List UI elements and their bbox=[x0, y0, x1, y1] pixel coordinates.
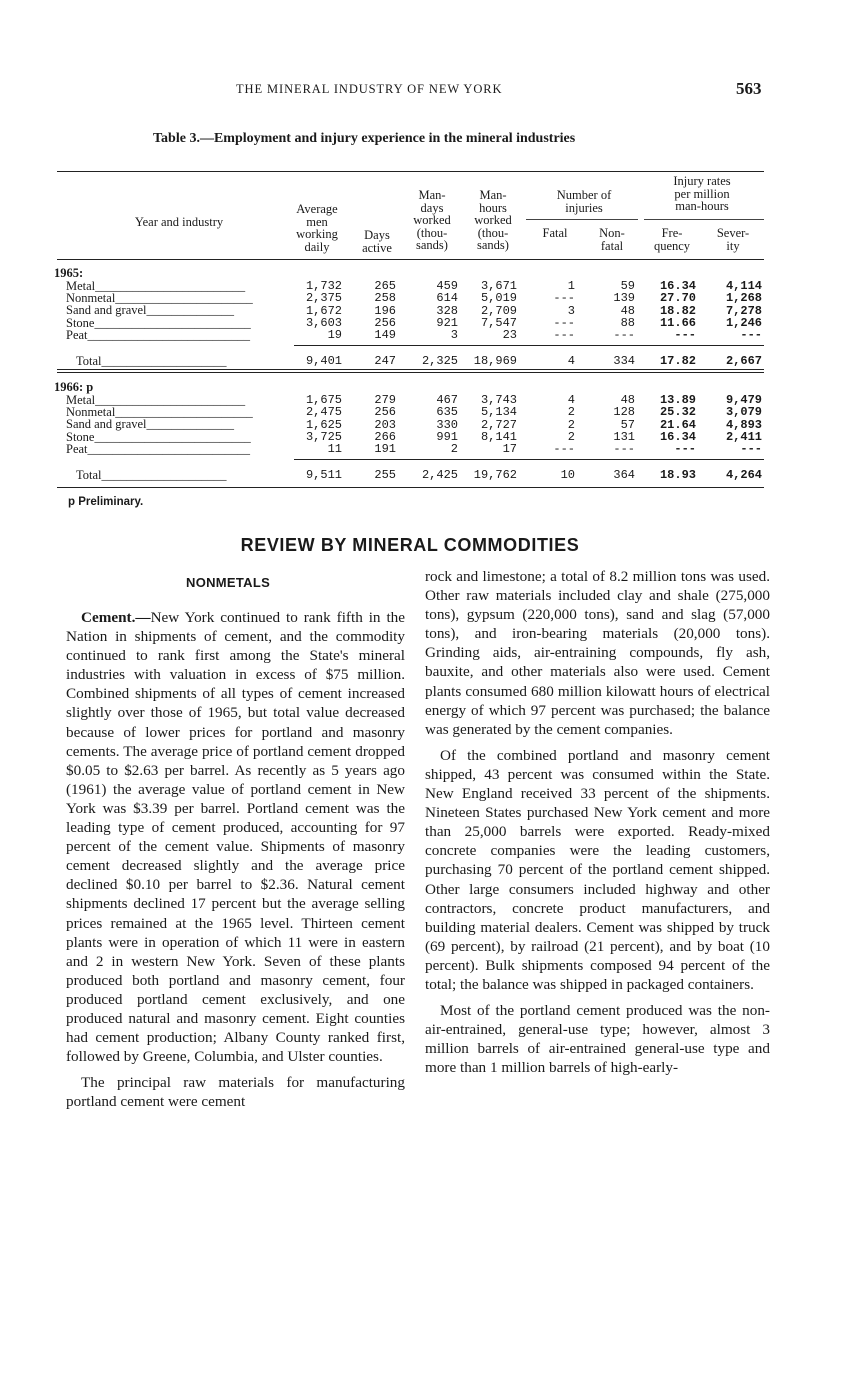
table-cell: 4 bbox=[567, 393, 575, 407]
running-head: THE MINERAL INDUSTRY OF NEW YORK bbox=[236, 82, 503, 96]
table-cell: 8,141 bbox=[480, 429, 517, 444]
header-average-men: Average men working daily bbox=[296, 202, 338, 254]
table-cell: 1,732 bbox=[305, 279, 342, 293]
row-label: Metal________________________ bbox=[66, 279, 246, 293]
table-top-rule bbox=[57, 171, 764, 172]
table-cell: 247 bbox=[374, 354, 396, 368]
table-cell: 25.32 bbox=[659, 405, 696, 420]
table-cell: 3,603 bbox=[305, 315, 342, 330]
table-cell: 3,079 bbox=[725, 405, 762, 420]
table-cell: 2,475 bbox=[305, 405, 342, 420]
table-cell: --- bbox=[613, 328, 635, 343]
table-cell: 255 bbox=[374, 468, 396, 482]
table-cell: 48 bbox=[620, 303, 635, 318]
table-cell: 334 bbox=[613, 354, 635, 368]
table-cell: --- bbox=[674, 328, 696, 343]
table-bottom-rule bbox=[57, 487, 764, 488]
total-bottom-rule bbox=[57, 369, 764, 370]
table-cell: 7,547 bbox=[480, 315, 517, 330]
table-cell: 3 bbox=[450, 328, 458, 343]
table-cell: 3,725 bbox=[305, 429, 342, 444]
header-severity: Sever- ity bbox=[716, 226, 750, 253]
header-nonfatal: Non- fatal bbox=[599, 226, 625, 253]
table-cell: 265 bbox=[374, 279, 396, 293]
table-cell: 2,709 bbox=[480, 303, 517, 318]
table-cell: 4 bbox=[567, 354, 575, 368]
row-label: Peat__________________________ bbox=[66, 328, 251, 342]
table-cell: 2 bbox=[567, 417, 575, 432]
table-cell: 2,325 bbox=[421, 354, 458, 368]
table-cell: 16.34 bbox=[659, 429, 696, 444]
table-cell: 16.34 bbox=[659, 279, 696, 293]
group-year-1966: 1966: p bbox=[54, 380, 94, 394]
table-cell: 5,019 bbox=[480, 291, 517, 306]
table-cell: 4,893 bbox=[725, 417, 762, 432]
total-bottom-rule-double bbox=[57, 372, 764, 373]
table-cell: 19 bbox=[327, 328, 342, 343]
table-cell: 23 bbox=[502, 328, 517, 343]
table-cell: 19,762 bbox=[473, 468, 517, 482]
table-cell: 2 bbox=[567, 405, 575, 420]
table-cell: 4,264 bbox=[725, 468, 762, 482]
table-cell: --- bbox=[674, 442, 696, 457]
table-cell: 57 bbox=[620, 417, 635, 432]
table-cell: --- bbox=[740, 442, 762, 457]
table-cell: 9,511 bbox=[305, 468, 342, 482]
table-title: Table 3.—Employment and injury experience in the mineral industries bbox=[153, 131, 576, 146]
table-cell: 635 bbox=[436, 405, 458, 420]
table-cell: 131 bbox=[613, 429, 635, 444]
table-cell: 5,134 bbox=[480, 405, 517, 420]
table-cell: 279 bbox=[374, 393, 396, 407]
header-frequency: Fre- quency bbox=[653, 226, 691, 253]
table-cell: 256 bbox=[374, 405, 396, 420]
table-cell: 2 bbox=[567, 429, 575, 444]
table-cell: 9,479 bbox=[725, 393, 762, 407]
table-cell: --- bbox=[553, 315, 575, 330]
table-cell: 27.70 bbox=[659, 291, 696, 306]
table-cell: 13.89 bbox=[659, 393, 696, 407]
table-cell: 88 bbox=[620, 315, 635, 330]
table-cell: 328 bbox=[436, 303, 458, 318]
group-year-1965: 1965: bbox=[54, 266, 84, 280]
table-cell: 1,268 bbox=[725, 291, 762, 306]
row-label: Sand and gravel______________ bbox=[66, 303, 235, 317]
table-cell: 11 bbox=[327, 442, 342, 457]
rates-subheader-rule bbox=[644, 219, 764, 220]
left-column bbox=[66, 608, 405, 1111]
row-label: Nonmetal______________________ bbox=[66, 405, 253, 419]
header-injury-rates: Injury rates per million man-hours bbox=[673, 174, 731, 213]
table-cell: 203 bbox=[374, 417, 396, 432]
table-cell: 59 bbox=[620, 279, 635, 293]
row-label: Sand and gravel______________ bbox=[66, 417, 235, 431]
table-cell: --- bbox=[553, 328, 575, 343]
table-cell: 467 bbox=[436, 393, 458, 407]
cement-paragraph-text: New York continued to rank fifth in the Nation in shipments of cement, and the commodity continued to rank first among the State's mineral industries with valuation in excess of $75 million. Combined shipments of all types of cement increased slightly over those of 1965, but total value decreased because of lower prices for portland and masonry cements. The average price of portland cement dropped $0.05 to $2.63 per barrel. As recently as 5 years ago (1961) the average value of portland cement in New York was $3.39 per barrel. Portland cement was the leading type of cement produced, accounting for 97 percent of the cement value. Shipments of masonry cement decreased slightly and the average price declined $0.10 per barrel to $2.36. Natural cement shipments declined 17 percent but the average selling prices remained at the 1965 level. Thirteen cement plants were in operation of which 11 were in eastern and 2 in western New York. Seven of these plants produced both portland and masonry cement, four produced portland cement exclusively, and one produced natural and masonry cement. Eight counties had cement production; Albany County ranked first, followed by Greene, Columbia, and Ulster counties. bbox=[66, 609, 405, 1066]
table-cell: 4,114 bbox=[725, 279, 762, 293]
table-cell: 614 bbox=[436, 291, 458, 306]
table-cell: 17.82 bbox=[659, 354, 696, 368]
table-cell: 266 bbox=[374, 429, 396, 444]
section-heading: REVIEW BY MINERAL COMMODITIES bbox=[240, 535, 580, 555]
table-cell: 1,672 bbox=[305, 303, 342, 318]
header-number-of-injuries: Number of injuries bbox=[556, 188, 612, 215]
table-cell: 256 bbox=[374, 315, 396, 330]
row-label: Nonmetal______________________ bbox=[66, 291, 253, 305]
table-cell: 2,425 bbox=[421, 468, 458, 482]
table-cell: 2,411 bbox=[725, 429, 762, 444]
cement-run-in-head: Cement.— bbox=[81, 609, 151, 626]
table-cell: 364 bbox=[613, 468, 635, 482]
table-cell: 1,246 bbox=[725, 315, 762, 330]
table-cell: 2,375 bbox=[305, 291, 342, 306]
total-top-rule bbox=[294, 459, 764, 460]
row-label: Metal________________________ bbox=[66, 393, 246, 407]
raw-materials-continued-paragraph: rock and limestone; a total of 8.2 million tons was used. Other raw materials included clay and shale (275,000 tons), gypsum (220,000 tons), sand and slag (57,000 tons), and iron-bearing materials (20,000 tons). Grinding aids, air-entraining compounds, fly ash, bauxite, and other materials also were used. Cement plants consumed 680 million kilowatt hours of electrical energy of which 97 percent was purchased; the balance was generated by the cement companies. bbox=[425, 568, 770, 738]
table-cell: 9,401 bbox=[305, 354, 342, 368]
table-cell: 196 bbox=[374, 303, 396, 318]
table-cell: 1 bbox=[567, 279, 575, 293]
table-cell: 191 bbox=[374, 442, 396, 457]
total-label: Total____________________ bbox=[76, 354, 227, 368]
total-top-rule bbox=[294, 345, 764, 346]
table-cell: 1,675 bbox=[305, 393, 342, 407]
header-man-hours: Man- hours worked (thou- sands) bbox=[474, 188, 512, 252]
right-column bbox=[425, 567, 770, 1077]
cement-paragraph bbox=[66, 608, 405, 1066]
header-fatal: Fatal bbox=[542, 226, 568, 240]
shipments-paragraph: Of the combined portland and masonry cement shipped, 43 percent was consumed within the State. New England received 33 percent of the shipments. Nineteen States purchased New York cement and more than 25,000 barrels were exported. Ready-mixed concrete companies were the leading customers, purchasing 70 percent of the portland cement shipped. Other large consumers included highway and other contractors, concrete product manufacturers, and building material dealers. Cement was shipped by truck (69 percent), by railroad (21 percent), and by boat (10 percent). Bulk shipments composed 94 percent of the total; the balance was shipped in packaged containers. bbox=[425, 746, 770, 993]
table-cell: 921 bbox=[436, 315, 458, 330]
table-cell: --- bbox=[613, 442, 635, 457]
table-cell: 18,969 bbox=[473, 354, 517, 368]
table-footnote: p Preliminary. bbox=[68, 496, 144, 508]
table-cell: 991 bbox=[436, 429, 458, 444]
table-cell: 459 bbox=[436, 279, 458, 293]
table-cell: 18.93 bbox=[659, 468, 696, 482]
table-cell: 11.66 bbox=[659, 315, 696, 330]
row-label: Peat__________________________ bbox=[66, 442, 251, 456]
subheading-nonmetals: NONMETALS bbox=[186, 575, 271, 590]
header-days-active: Days active bbox=[362, 228, 392, 255]
table-cell: 3,743 bbox=[480, 393, 517, 407]
row-label: Stone_________________________ bbox=[66, 430, 251, 444]
row-label: Stone_________________________ bbox=[66, 316, 251, 330]
table-cell: 2 bbox=[450, 442, 458, 457]
header-year-industry: Year and industry bbox=[134, 215, 224, 229]
table-cell: 128 bbox=[613, 405, 635, 420]
table-cell: 7,278 bbox=[725, 303, 762, 318]
table-cell: 2,727 bbox=[480, 417, 517, 432]
table-cell: 48 bbox=[620, 393, 635, 407]
table-cell: 258 bbox=[374, 291, 396, 306]
raw-materials-paragraph: The principal raw materials for manufacturing portland cement were cement bbox=[66, 1074, 405, 1111]
header-man-days: Man- days worked (thou- sands) bbox=[413, 188, 451, 252]
total-label: Total____________________ bbox=[76, 468, 227, 482]
table-cell: --- bbox=[553, 442, 575, 457]
table-cell: 21.64 bbox=[659, 417, 696, 432]
table-cell: --- bbox=[553, 291, 575, 306]
table-cell: 18.82 bbox=[659, 303, 696, 318]
table-cell: 3 bbox=[567, 303, 575, 318]
table-cell: 149 bbox=[374, 328, 396, 343]
table-cell: 3,671 bbox=[480, 279, 517, 293]
header-bottom-rule bbox=[57, 259, 764, 260]
table-cell: 10 bbox=[560, 468, 575, 482]
portland-types-paragraph: Most of the portland cement produced was the non-air-entrained, general-use type; however, almost 3 million barrels of air-entrained general-use type and more than 1 million barrels of high-early- bbox=[425, 1002, 770, 1077]
table-cell: 139 bbox=[613, 291, 635, 306]
table-cell: 1,625 bbox=[305, 417, 342, 432]
table-cell: 2,667 bbox=[725, 354, 762, 368]
table-cell: 330 bbox=[436, 417, 458, 432]
table-cell: --- bbox=[740, 328, 762, 343]
page-number: 563 bbox=[736, 79, 762, 98]
table-cell: 17 bbox=[502, 442, 517, 457]
injuries-subheader-rule bbox=[526, 219, 638, 220]
